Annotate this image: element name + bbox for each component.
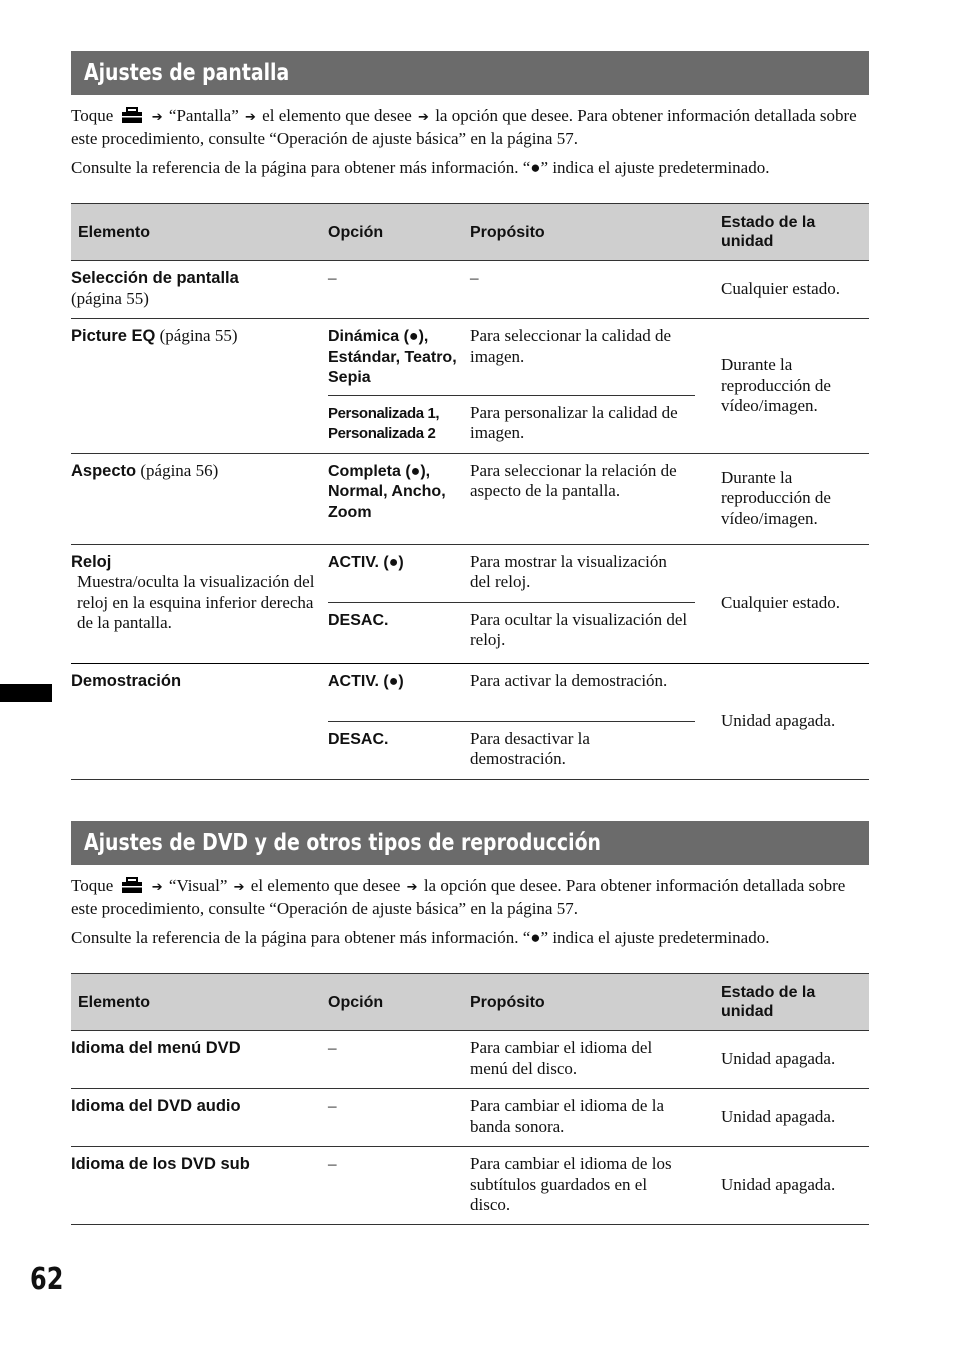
display-settings-table (71, 203, 869, 780)
item-name: Demostración (71, 671, 182, 690)
header-proposito: Propósito (470, 204, 695, 261)
item-name: Aspecto (71, 461, 137, 480)
section-title-ajustes-pantalla: Ajustes de pantalla (71, 51, 869, 95)
arrow-icon: ➔ (151, 880, 163, 895)
table-row (71, 319, 869, 396)
state: Cualquier estado. (695, 544, 869, 663)
option: Dinámica (●), Estándar, Teatro, Sepia (328, 328, 457, 386)
purpose: Para mostrar la visualización del reloj. (470, 544, 695, 602)
option: ACTIV. (●) (328, 553, 404, 571)
state: Durante la reproducción de vídeo/imagen. (695, 319, 869, 454)
option: – (328, 1089, 470, 1147)
page-ref: (página 55) (71, 288, 149, 308)
toolbox-icon (122, 877, 142, 893)
option: DESAC. (328, 611, 389, 629)
header-elemento: Elemento (71, 974, 328, 1031)
intro-paragraph: Toque ➔ “Pantalla” ➔ el elemento que desee ➔ la opción que desee. Para obtener información detallada sobre este procedimiento, consulte “Operación de ajuste básica” en la página 57. (71, 106, 857, 148)
purpose: Para desactivar la demostración. (470, 721, 695, 779)
item-name: Reloj (71, 552, 112, 571)
page-number: 62 (30, 1262, 64, 1297)
purpose: Para cambiar el idioma de la banda sonora. (470, 1089, 695, 1147)
toolbox-icon (122, 107, 142, 123)
item-name: Selección de pantalla (71, 269, 239, 287)
state: Unidad apagada. (695, 1031, 869, 1089)
table-row (71, 544, 869, 602)
table-row (71, 663, 869, 721)
header-estado: Estado de la unidad (695, 204, 869, 261)
item-name: Picture EQ (71, 327, 156, 345)
purpose: – (470, 261, 695, 319)
table-row (71, 261, 869, 319)
arrow-icon: ➔ (245, 110, 256, 125)
item-name: Idioma del DVD audio (71, 1097, 241, 1115)
page-ref: (página 55) (159, 326, 238, 345)
option: DESAC. (328, 730, 389, 748)
purpose: Para cambiar el idioma de los subtítulos guardados en el disco. (470, 1147, 695, 1225)
default-note: Consulte la referencia de la página para obtener más información. “●” indica el ajuste predeterminado. (71, 928, 770, 947)
option: Completa (●), Normal, Ancho, Zoom (328, 462, 446, 521)
page-ref: (página 56) (140, 460, 219, 480)
option: – (328, 1147, 470, 1225)
state: Unidad apagada. (695, 1147, 869, 1225)
option: Personalizada 1, Personalizada 2 (328, 404, 440, 442)
item-name: Idioma del menú DVD (71, 1039, 241, 1057)
arrow-icon: ➔ (151, 110, 163, 125)
purpose: Para cambiar el idioma del menú del disco. (470, 1031, 695, 1089)
item-name: Idioma de los DVD sub (71, 1155, 250, 1173)
section-title-ajustes-dvd: Ajustes de DVD y de otros tipos de reproducción (71, 821, 869, 865)
header-elemento: Elemento (71, 204, 328, 261)
state: Durante la reproducción de vídeo/imagen. (695, 453, 869, 544)
state: Cualquier estado. (695, 261, 869, 319)
header-opcion: Opción (328, 974, 470, 1031)
purpose: Para seleccionar la calidad de imagen. (470, 319, 695, 396)
option: – (328, 261, 470, 319)
purpose: Para seleccionar la relación de aspecto de la pantalla. (470, 453, 695, 544)
table-row (71, 1031, 869, 1089)
arrow-icon: ➔ (233, 880, 245, 895)
default-note: Consulte la referencia de la página para obtener más información. “●” indica el ajuste predeterminado. (71, 158, 770, 177)
purpose: Para activar la demostración. (470, 663, 695, 721)
header-proposito: Propósito (470, 974, 695, 1031)
state: Unidad apagada. (695, 1089, 869, 1147)
purpose: Para personalizar la calidad de imagen. (470, 395, 695, 453)
table-row (71, 1089, 869, 1147)
side-tab-marker (0, 684, 52, 702)
intro-paragraph: Toque ➔ “Visual” ➔ el elemento que desee ➔ la opción que desee. Para obtener información detallada sobre este procedimiento, consulte “Operación de ajuste básica” en la página 57. (71, 876, 846, 918)
item-description: Muestra/oculta la visualización del reloj en la esquina inferior derecha de la pantalla. (77, 572, 315, 632)
table-row (71, 1147, 869, 1225)
arrow-icon: ➔ (418, 110, 429, 125)
table-row (71, 453, 869, 544)
state: Unidad apagada. (695, 663, 869, 779)
dvd-settings-table (71, 973, 869, 1225)
option: ACTIV. (●) (328, 672, 404, 690)
option: – (328, 1031, 470, 1089)
purpose: Para ocultar la visualización del reloj. (470, 602, 695, 663)
arrow-icon: ➔ (406, 880, 418, 895)
header-opcion: Opción (328, 204, 470, 261)
header-estado: Estado de la unidad (695, 974, 869, 1031)
